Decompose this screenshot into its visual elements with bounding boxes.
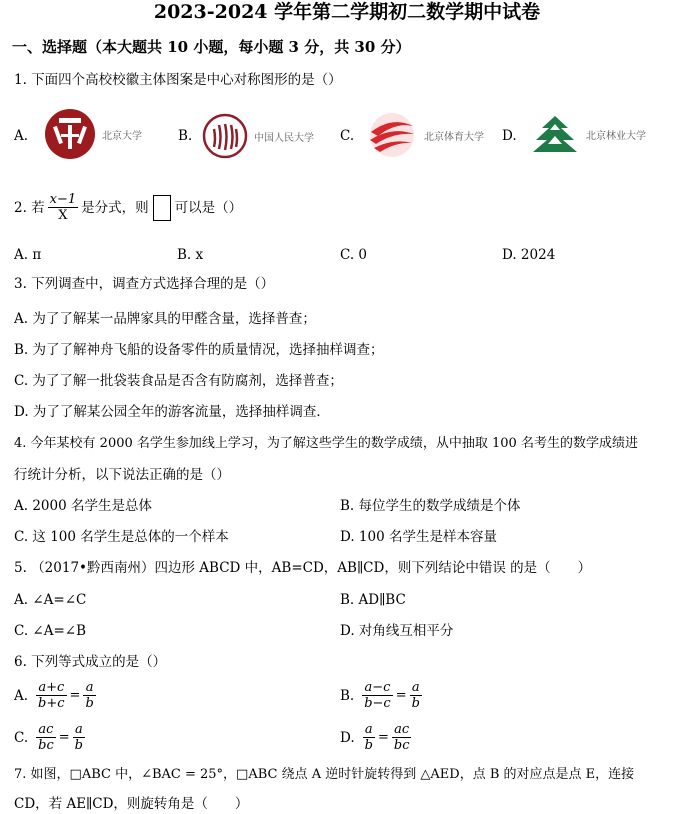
question-7-stem-line1: 7. 如图，□ABC 中，∠BAC = 25°，□ABC 绕点 A 逆时针旋转得到 △AED，点 B 的对应点是点 E，连接 <box>14 767 635 782</box>
q5-option-a: A. ∠A=∠C <box>14 592 87 608</box>
q6-a-right-den: b <box>85 696 94 711</box>
q4-option-a: A. 2000 名学生是总体 <box>14 498 152 514</box>
q5-option-d: D. 对角线互相平分 <box>340 623 454 639</box>
q2-middle: 是分式，则 <box>81 199 149 216</box>
q6-a-right-num: a <box>83 680 95 696</box>
question-4-stem-line2: 行统计分析，以下说法正确的是（） <box>14 467 230 483</box>
pku-logo-text: 北京大学 <box>102 130 142 142</box>
bsu-logo-text: 北京体育大学 <box>424 131 484 143</box>
q6-a-right-frac <box>83 680 95 711</box>
q2-frac-numerator: x−1 <box>49 192 77 207</box>
q2-option-c: C. 0 <box>340 247 368 263</box>
q6-b-right-frac <box>410 680 422 711</box>
q6-b-right-num: a <box>410 680 422 696</box>
q3-option-b: B. 为了了解神舟飞船的设备零件的质量情况，选择抽样调查； <box>14 342 384 358</box>
q6-d-right-frac <box>392 722 412 753</box>
q6-b-left-den: b−c <box>364 696 391 711</box>
q6-a-left-frac <box>36 680 67 711</box>
q6-c-left-num: ac <box>36 722 56 738</box>
question-1-stem: 1. 下面四个高校校徽主体图案是中心对称图形的是（） <box>14 72 342 88</box>
ruc-logo-text: 中国人民大学 <box>254 132 314 144</box>
q6-c-right-num: a <box>73 722 85 738</box>
q6-option-a <box>14 680 96 711</box>
q4-option-d: D. 100 名学生是样本容量 <box>340 529 497 545</box>
q6-option-d <box>340 722 411 753</box>
q6-a-left-num: a+c <box>36 680 67 696</box>
q1-option-c-logo <box>366 110 484 160</box>
q2-option-d: D. 2024 <box>502 247 556 263</box>
q6-option-c-letter: C. <box>14 729 29 746</box>
q6-c-right-frac <box>73 722 85 753</box>
q2-option-a: A. π <box>14 247 42 263</box>
q1-option-c-letter: C. <box>340 128 355 144</box>
q6-option-b-letter: B. <box>340 687 355 704</box>
bfu-logo-text: 北京林业大学 <box>586 130 646 142</box>
q6-c-left-den: bc <box>38 738 54 753</box>
q6-d-left-num: a <box>363 722 375 738</box>
question-6-stem: 6. 下列等式成立的是（） <box>14 654 167 670</box>
q6-c-right-den: b <box>74 738 83 753</box>
q6-a-equals: = <box>69 687 81 703</box>
q1-option-b-logo <box>202 113 314 159</box>
section-title: 一、选择题（本大题共 10 小题，每小题 3 分，共 30 分） <box>12 38 411 56</box>
question-4-stem-line1: 4. 今年某校有 2000 名学生参加线上学习，为了解这些学生的数学成绩，从中抽取 100 名考生的数学成绩进 <box>14 436 638 451</box>
q6-option-d-letter: D. <box>340 729 355 746</box>
q1-option-d-logo <box>530 114 646 154</box>
q3-option-c: C. 为了了解一批袋装食品是否含有防腐剂，选择普查； <box>14 373 343 389</box>
question-3-stem: 3. 下列调查中，调查方式选择合理的是（） <box>14 276 275 292</box>
q6-d-right-num: ac <box>392 722 412 738</box>
q6-b-left-num: a−c <box>362 680 393 696</box>
q6-d-left-frac <box>363 722 375 753</box>
pku-emblem-icon <box>44 108 96 160</box>
q6-d-right-den: bc <box>393 738 410 753</box>
question-5-stem: 5. （2017•黔西南州）四边形 ABCD 中，AB=CD，AB∥CD，则下列结论中错误 的是（ ） <box>14 560 592 576</box>
q2-frac-denominator: X <box>58 208 68 223</box>
q2-fraction <box>48 192 79 223</box>
q4-option-b: B. 每位学生的数学成绩是个体 <box>340 498 521 514</box>
q1-option-a-logo <box>44 108 142 160</box>
q2-option-b: B. x <box>177 247 204 263</box>
q5-option-c: C. ∠A=∠B <box>14 623 87 639</box>
q3-option-d: D. 为了了解某公园全年的游客流量，选择抽样调查． <box>14 404 330 420</box>
q6-a-left-den: b+c <box>38 696 65 711</box>
q2-blank-box <box>153 195 171 221</box>
q2-suffix: 可以是（） <box>174 199 243 216</box>
q1-option-a-letter: A. <box>14 128 29 144</box>
question-7-stem-line2: CD，若 AE∥CD，则旋转角是（ ） <box>14 796 249 812</box>
q6-b-left-frac <box>362 680 393 711</box>
q6-b-equals: = <box>395 687 407 703</box>
bsu-emblem-icon <box>366 110 418 160</box>
q4-option-c: C. 这 100 名学生是总体的一个样本 <box>14 529 229 545</box>
bfu-emblem-icon <box>530 114 580 154</box>
q3-option-a: A. 为了了解某一品牌家具的甲醛含量，选择普查； <box>14 311 316 327</box>
ruc-emblem-icon <box>202 113 248 159</box>
q6-option-c <box>14 722 85 753</box>
q6-c-equals: = <box>58 729 70 745</box>
q6-option-a-letter: A. <box>14 687 29 704</box>
q6-option-b <box>340 680 422 711</box>
q5-option-b: B. AD∥BC <box>340 592 406 608</box>
page-title: 2023-2024 学年第二学期初二数学期中试卷 <box>153 1 541 23</box>
question-2-stem <box>14 192 242 223</box>
q6-c-left-frac <box>36 722 56 753</box>
q6-d-left-den: b <box>364 738 373 753</box>
q2-prefix: 2. 若 <box>14 199 45 216</box>
q6-d-equals: = <box>377 729 389 745</box>
q1-option-d-letter: D. <box>502 128 517 144</box>
q1-option-b-letter: B. <box>178 128 193 144</box>
q6-b-right-den: b <box>411 696 420 711</box>
